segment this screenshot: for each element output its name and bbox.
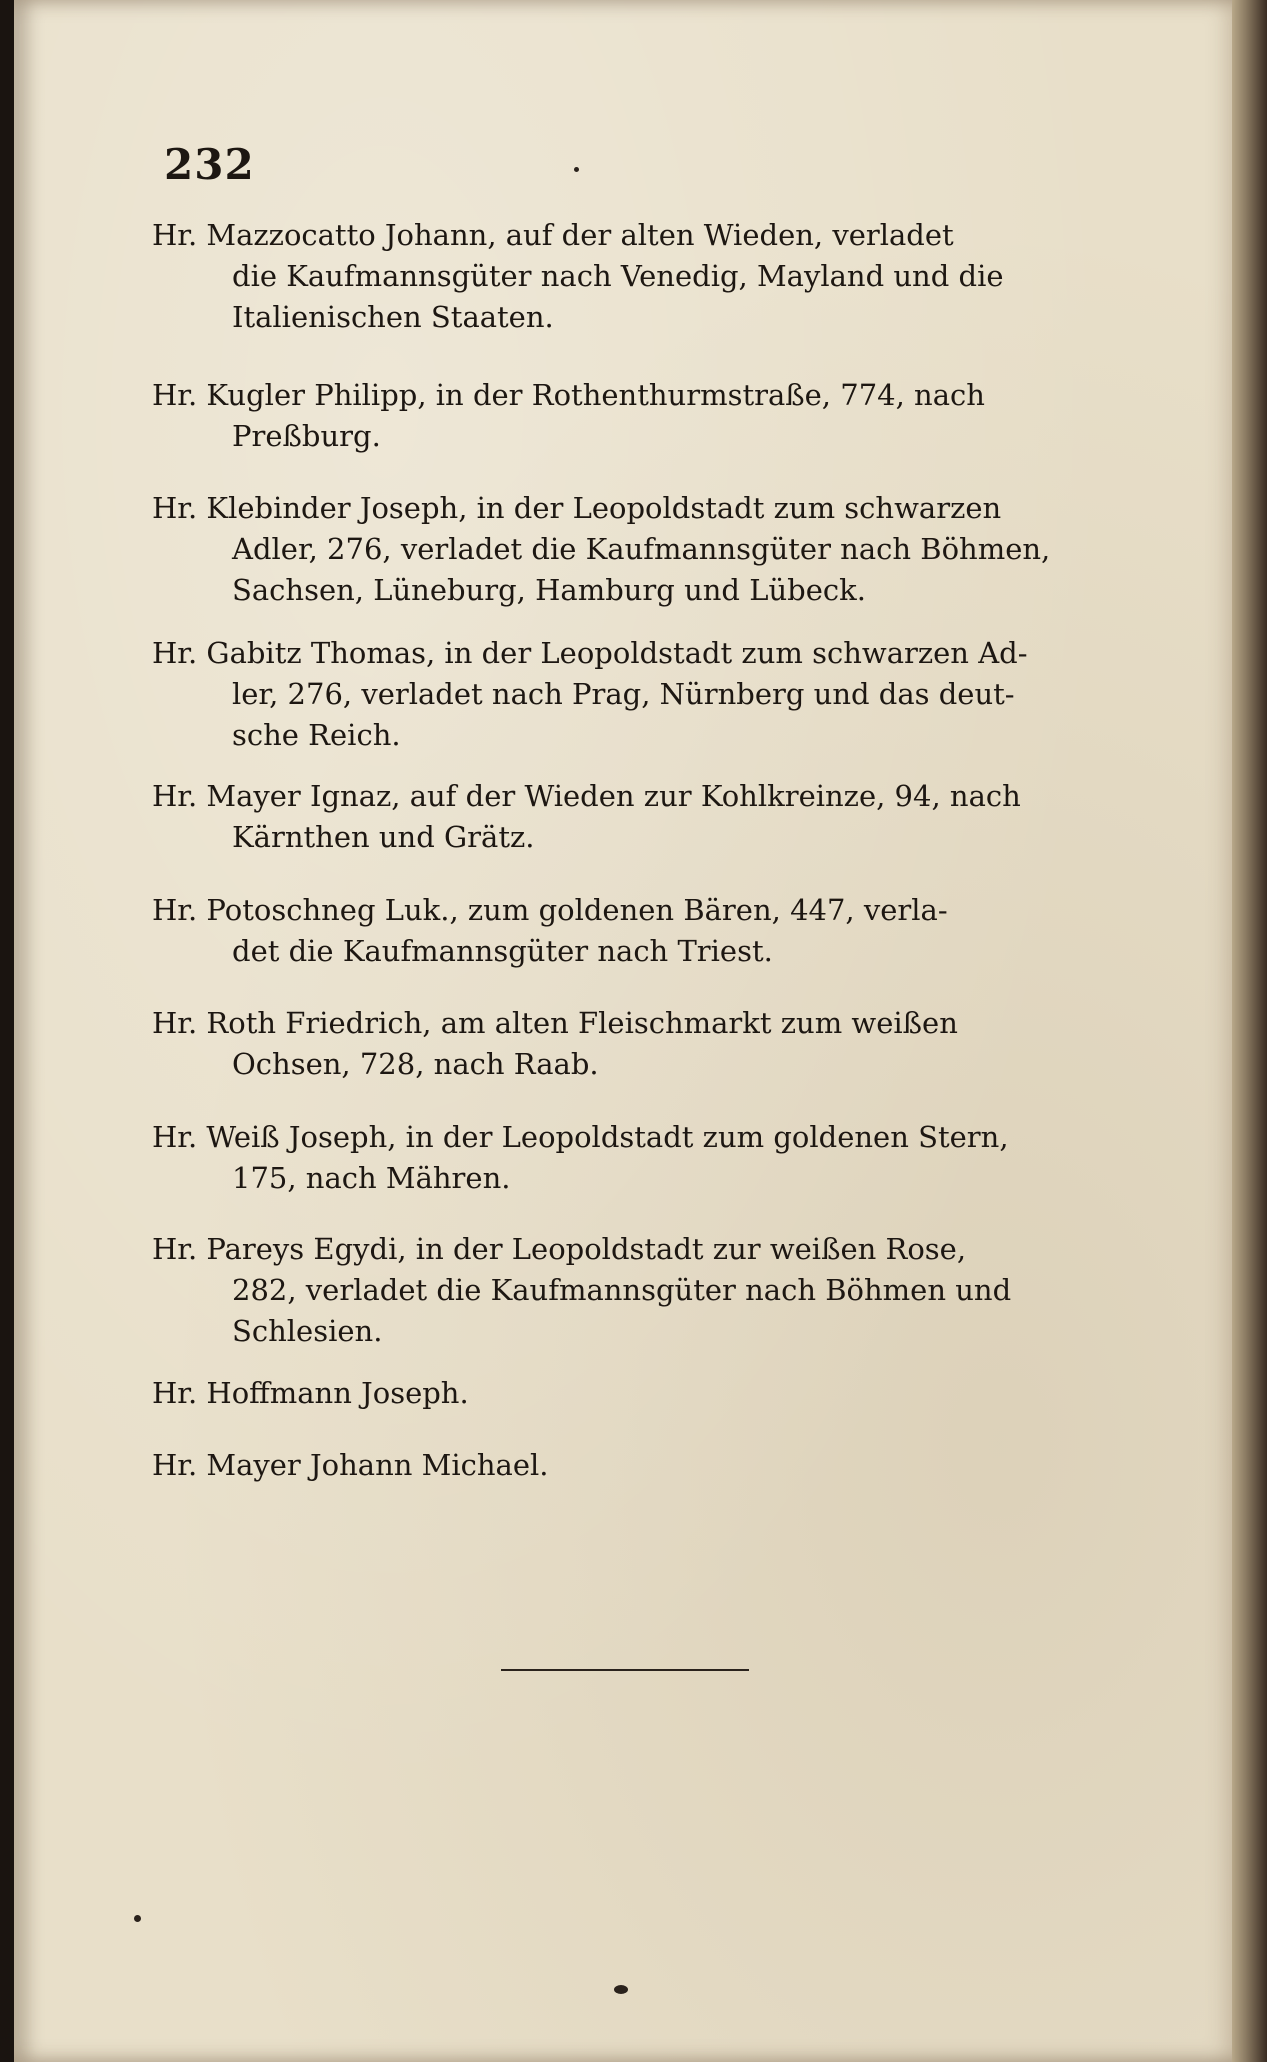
entry <box>144 375 1134 457</box>
entry <box>144 488 1134 611</box>
entry <box>144 1003 1134 1085</box>
entry <box>144 776 1134 858</box>
entry-first-line: Hr. Mayer Johann Michael. <box>152 1448 549 1482</box>
entry-line: 282, verladet die Kaufmannsgüter nach Böhmen und <box>232 1273 1012 1307</box>
entry-line: Schlesien. <box>232 1314 383 1348</box>
ink-spot <box>134 1915 141 1922</box>
entry <box>144 890 1134 972</box>
page-edge <box>1232 0 1267 2062</box>
entry-first-line: Hr. Pareys Egydi, in der Leopoldstadt zur weißen Rose, <box>152 1232 967 1266</box>
ink-spot <box>574 167 579 172</box>
entry-line: Kärnthen und Grätz. <box>232 820 535 854</box>
entry-line: ler, 276, verladet nach Prag, Nürnberg und das deut- <box>232 677 1015 711</box>
page-number: 232 <box>164 140 255 189</box>
entry <box>144 1445 1134 1486</box>
entry-line: Sachsen, Lüneburg, Hamburg und Lübeck. <box>232 573 866 607</box>
entry-line: det die Kaufmannsgüter nach Triest. <box>232 934 773 968</box>
entry-first-line: Hr. Potoschneg Luk., zum goldenen Bären, 447, verla- <box>152 893 948 927</box>
entry <box>144 1373 1134 1414</box>
page <box>14 0 1246 2062</box>
entry <box>144 215 1134 338</box>
entry-line: Preßburg. <box>232 419 381 453</box>
entry-first-line: Hr. Mayer Ignaz, auf der Wieden zur Kohlkreinze, 94, nach <box>152 779 1021 813</box>
ink-spot <box>614 1985 628 1994</box>
entry-first-line: Hr. Gabitz Thomas, in der Leopoldstadt zum schwarzen Ad- <box>152 636 1028 670</box>
entry-first-line: Hr. Kugler Philipp, in der Rothenthurmstraße, 774, nach <box>152 378 985 412</box>
entry-line: Italienischen Staaten. <box>232 300 554 334</box>
entry-line: Ochsen, 728, nach Raab. <box>232 1047 599 1081</box>
entry-line: die Kaufmannsgüter nach Venedig, Mayland und die <box>232 259 1004 293</box>
entry <box>144 1117 1134 1199</box>
entry-first-line: Hr. Mazzocatto Johann, auf der alten Wieden, verladet <box>152 218 954 252</box>
entry <box>144 633 1134 756</box>
entry-first-line: Hr. Weiß Joseph, in der Leopoldstadt zum goldenen Stern, <box>152 1120 1009 1154</box>
entry-line: sche Reich. <box>232 718 401 752</box>
entry-line: Adler, 276, verladet die Kaufmannsgüter nach Böhmen, <box>232 532 1051 566</box>
separator-rule <box>501 1669 749 1671</box>
entry-line: 175, nach Mähren. <box>232 1161 511 1195</box>
entry-first-line: Hr. Roth Friedrich, am alten Fleischmarkt zum weißen <box>152 1006 958 1040</box>
entry <box>144 1229 1134 1352</box>
entry-first-line: Hr. Hoffmann Joseph. <box>152 1376 469 1410</box>
entry-first-line: Hr. Klebinder Joseph, in der Leopoldstadt zum schwarzen <box>152 491 1002 525</box>
